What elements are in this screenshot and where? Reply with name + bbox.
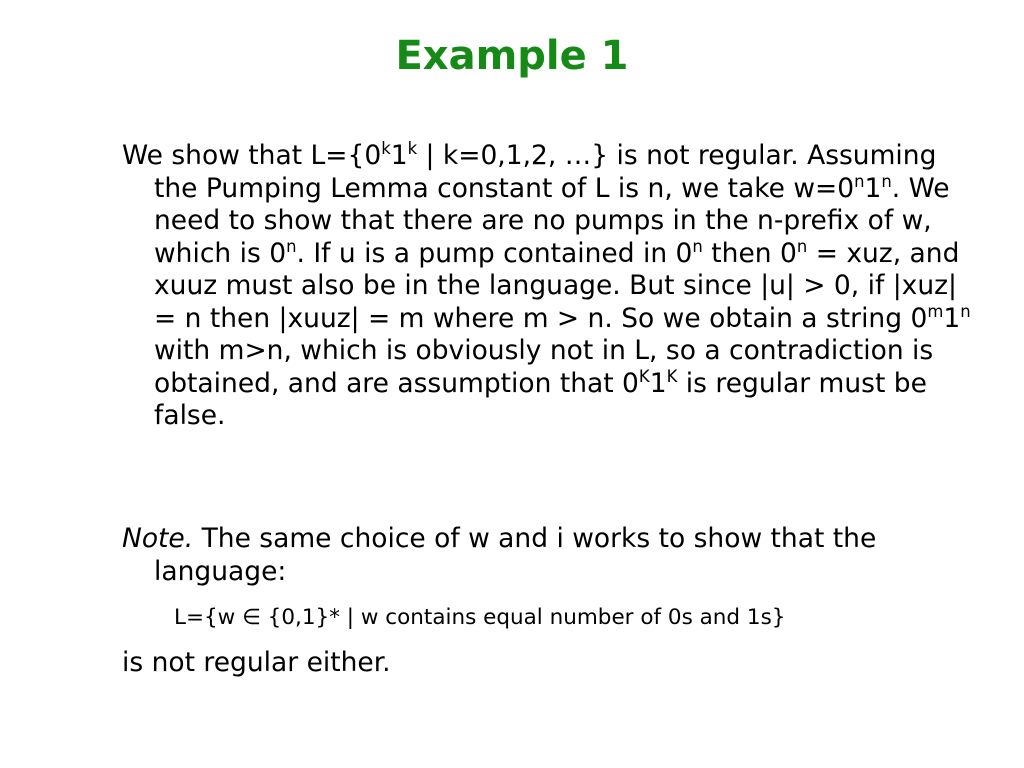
proof-text: | k=0,1,2, …} is not regular. Assuming the Pumping Lemma constant of L is n, we take w=0: [154, 140, 937, 204]
superscript: n: [692, 236, 703, 256]
superscript: n: [881, 171, 892, 191]
proof-text: then 0: [702, 237, 797, 269]
superscript: n: [960, 301, 971, 321]
closing-line: is not regular either.: [122, 647, 391, 678]
proof-text: 1: [649, 367, 667, 399]
proof-text: is regular must be false.: [154, 367, 927, 431]
note-label: Note.: [122, 523, 194, 554]
proof-text: 1: [943, 302, 961, 334]
superscript: k: [381, 138, 391, 158]
proof-text: = xuz, and xuuz must also be in the language. But since |u| > 0, if |xuz| = n then |xuuz| = m where m > n. So we obtain a string 0: [154, 237, 960, 334]
superscript: n: [796, 236, 808, 256]
proof-text: We show that L={0: [122, 140, 382, 171]
proof-text: with m>n, which is obviously not in L, so a contradiction is obtained, and are assumption that 0: [154, 335, 934, 399]
proof-text: 1: [390, 140, 408, 171]
superscript: K: [666, 366, 678, 386]
superscript: n: [854, 171, 865, 191]
proof-text: . If u is a pump contained in 0: [296, 237, 693, 269]
slide-title: Example 1: [395, 33, 629, 79]
note-text: The same choice of w and i works to show that the language:: [154, 523, 877, 587]
proof-text: . We need to show that there are no pumps in the n-prefix of w, which is 0: [154, 172, 950, 269]
proof-paragraph: [122, 140, 972, 433]
proof-text: 1: [864, 172, 882, 204]
superscript: k: [407, 138, 418, 158]
superscript: n: [286, 236, 297, 256]
language-formula: L={w ∈ {0,1}* | w contains equal number of 0s and 1s}: [174, 605, 786, 630]
superscript: m: [927, 301, 944, 321]
superscript: K: [638, 366, 650, 386]
note-paragraph: [122, 523, 972, 588]
